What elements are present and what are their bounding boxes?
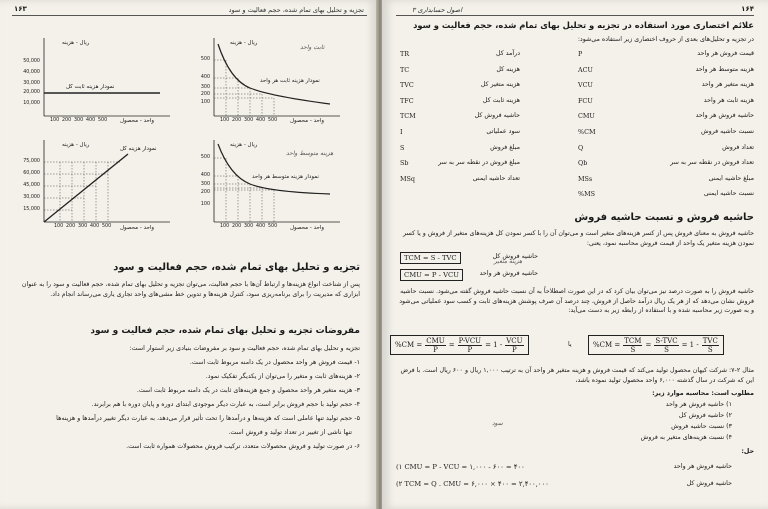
abbr-desc: تعداد فروش در نقطه سر به سر [670,159,754,167]
chart1-curve-label: نمودار هزینه ثابت کل [66,84,115,90]
left-page [0,0,378,509]
abbr-symbol: %MS [578,190,595,199]
abbr-desc: تعداد حاشیه ایمنی [472,174,520,182]
fraction [623,337,642,354]
chart2-curve-label: نمودار هزینه ثابت هر واحد [260,78,320,84]
chart4-handwriting: هزینه متوسط واحد [286,150,334,157]
section-title-abbreviations: علائم اختصاری مورد استفاده در تجزیه و تحلیل بهای تمام شده، حجم فعالیت و سود [413,20,754,30]
numerator: CMU [426,336,445,345]
chart3-xtick: 300 [78,224,88,229]
calc-label-1: حاشیه فروش هر واحد [673,463,732,470]
abbr-desc: مبلغ حاشیه ایمنی [708,174,754,182]
abbr-desc: حاشیه فروش هر واحد [695,112,754,120]
abbr-desc: هزینه کل [496,65,520,73]
total-cost-line [44,154,128,222]
denominator: P [512,345,517,354]
chart1-xtick: 100 [50,118,60,123]
abbr-symbol: TVC [400,81,414,90]
abbr-desc: نسبت حاشیه ایمنی [703,190,754,198]
assumption-item: ۲- هزینه‌های ثابت و متغیر را می‌توان از یکدیگر تفکیک نمود. [205,373,360,380]
fraction [458,337,483,354]
chart4-curve-label: نمودار هزینه متوسط هر واحد [252,174,319,180]
chart2-xtick: 500 [268,118,278,123]
chart4-y-label: ریال - هزینه [230,142,258,148]
example-task: ۳) نسبت حاشیه فروش [671,423,732,430]
chart3-ytick: 45,000 [23,183,40,188]
section-title-cvp: تجزیه و تحلیل بهای تمام شده، حجم فعالیت و سود [113,262,360,273]
formula-term: = [645,341,652,349]
fraction [702,337,719,354]
abbr-symbol: %CM [578,128,596,136]
chart2-ytick: 200 [200,92,210,97]
chart1-ytick: 40,000 [23,70,40,75]
chart1-ytick: 10,000 [23,101,40,106]
abbr-desc: هزینه متغیر هر واحد [701,81,754,89]
abbr-symbol: S [400,143,405,152]
contribution-margin-para1: حاشیه فروش به معنای فروش پس از کسر هزینه‌های متغیر است و می‌توان آن را با کسر نمودن کل هزینه‌های متغیر از فروش و یا کسر نمودن هزینه متغیر یک واحد از قیمت فروش محاسبه نمود، یعنی: [403,230,754,247]
abbr-desc: حاشیه فروش کل [474,112,520,120]
or-word: یا [568,341,572,348]
chart3-ytick: 75,000 [23,159,40,164]
numerator: P-VCU [458,336,482,345]
abbr-desc: مبلغ فروش [490,143,520,151]
chart4-ytick: 100 [200,202,210,207]
chart4-xtick: 400 [256,224,266,229]
chart2-x-label: واحد - محصول [290,118,325,124]
chart2-handwriting: ثابت واحد [300,44,325,51]
formula-term: = 1 - [681,341,699,349]
chart3-y-label: ریال - هزینه [62,142,90,148]
formula-cm-ratio-total [588,335,724,355]
chart1-xtick: 300 [74,118,84,123]
chart4-x-label: واحد - محصول [290,225,325,231]
chart2-ytick: 500 [200,57,210,62]
abbr-symbol: ACU [578,65,593,74]
abbr-symbol: VCU [578,81,593,90]
formula-cmu: CMU = P - VCU [400,269,463,281]
abbr-symbol: Q [578,143,584,152]
header-rule [396,15,754,16]
contribution-margin-para2: حاشیه فروش را به صورت درصد نیز می‌توان بیان کرد که در این صورت اصطلاحاً به آن نسبت حاشیه فروش گفته می‌شود. نسبت حاشیه فروش نشان می‌دهد که از هر یک ریال درآمد حاصل از فروش، چند درصد آن صرف پوشش هزینه‌های ثابت و کسب سود عملیاتی می‌شود و به صورت زیر محاسبه شده و با استفاده از رابطه زیر به دست می‌آید: [399,288,754,315]
label-unit-cm: حاشیه فروش هر واحد [479,270,538,277]
chart1-xtick: 400 [86,118,96,123]
numerator: TCM [624,336,642,345]
formula-term: = [448,341,455,349]
calc-line-1: (۱ CMU = P - VCU = ۱,۰۰۰ - ۶۰۰ = ۴۰۰ [396,463,525,471]
chart4-ytick: 500 [200,155,210,160]
assumptions-intro: تجزیه و تحلیل بهای تمام شده، حجم فعالیت و سود بر مفروضات بنیادی زیر استوار است: [129,345,360,352]
numerator: VCU [506,336,523,345]
example-required: مطلوب است: محاسبه موارد زیر: [652,390,754,397]
chart3-xtick: 200 [66,224,76,229]
abbr-desc: هزینه ثابت کل [482,96,520,104]
abbr-desc: قیمت فروش هر واحد [697,50,754,57]
assumption-item-continued: تنها ناشی از تغییر در تعداد تولید و فروش است. [228,429,352,436]
abbr-symbol: P [578,50,583,58]
abbr-symbol: Sb [400,159,409,168]
denominator: P [467,345,473,354]
numerator: S-TVC [655,336,678,345]
abbr-symbol: MSs [578,174,593,183]
formula-cm-ratio-unit [390,335,529,355]
denominator: S [630,345,636,354]
chart4-xtick: 100 [220,224,230,229]
denominator: S [664,345,669,354]
chart3-ytick: 60,000 [23,171,40,176]
abbr-symbol: Qb [578,159,588,168]
chart3-x-label: واحد - محصول [120,225,155,231]
chart-variable-cost [10,132,180,232]
chart2-ytick: 400 [200,75,210,80]
abbr-desc: درآمد کل [495,50,520,57]
chart1-y-label: ریال - هزینه [62,40,90,46]
abbr-desc: مبلغ فروش در نقطه سر به سر [438,159,520,167]
abbr-desc: هزینه متغیر کل [480,81,520,89]
chart3-xtick: 100 [54,224,64,229]
section-title-contribution-margin: حاشیه فروش و نسبت حاشیه فروش [574,212,754,223]
assumption-item: ۳- هزینه متغیر هر واحد محصول و جمع هزینه‌های ثابت در یک دامنه مربوط ثابت است. [136,387,360,394]
formula-term: = 1 - [485,341,503,349]
chart1-ytick: 30,000 [23,81,40,86]
right-page-number: ۱۶۴ [741,5,754,13]
chart3-xtick: 500 [102,224,112,229]
handwriting-note: هزینه متغیر [494,258,523,265]
chart1-xtick: 500 [98,118,108,123]
chart2-y-label: ریال - هزینه [230,40,258,46]
abbr-symbol: I [400,128,403,136]
abbr-desc: سود عملیاتی [486,128,520,135]
right-page [382,0,768,509]
chart2-xtick: 100 [220,118,230,123]
calc-line-2: (۲ TCM = Q . CMU = ۶,۰۰۰ × ۴۰۰ = ۲,۴۰۰,۰۰۰ [396,480,549,488]
handwriting-note: سود [492,420,503,427]
fraction [654,337,678,354]
abbr-symbol: TR [400,50,410,58]
abbr-symbol: TFC [400,96,414,105]
denominator: S [707,345,713,354]
chart4-ytick: 200 [200,190,210,195]
left-page-number: ۱۶۳ [14,5,27,13]
chart2-xtick: 300 [244,118,254,123]
formula-term: %CM = [593,341,621,349]
example-task: ۴) نسبت هزینه‌های متغیر به فروش [640,434,732,441]
chart-unit-fixed-cost [190,30,360,130]
example-text: مثال ۲-۷: شرکت کیهان محصول تولید می‌کند که قیمت فروش و هزینه متغیر هر واحد آن به ترتیب ۱,۰۰۰ ریال و ۶۰۰ ریال است. با فرض این که شرکت در سال گذشته ۶,۰۰۰ واحد محصول تولید نموده باشد، [400,367,754,384]
chart3-xtick: 400 [90,224,100,229]
formula-term: %CM = [395,341,423,349]
right-page-header: اصول حسابداری ۳ [412,6,463,14]
assumption-item: ۱- قیمت فروش هر واحد محصول در یک دامنه مربوط ثابت است. [189,359,360,366]
assumption-item: ۵- حجم تولید تنها عاملی است که هزینه‌ها و درآمدها را تحت تأثیر قرار می‌دهد، به عبارت دیگر تغییر درآمدها و هزینه‌ها [56,415,360,422]
chart1-ytick: 20,000 [23,90,40,95]
chart4-ytick: 400 [200,173,210,178]
chart2-ytick: 300 [200,85,210,90]
chart2-xtick: 400 [256,118,266,123]
chart1-ytick: 50,000 [23,59,40,64]
abbr-desc: نسبت حاشیه فروش [700,128,754,135]
calc-label-2: حاشیه فروش کل [686,480,732,487]
fraction [425,337,445,354]
abbr-symbol: CMU [578,112,595,121]
unit-fixed-curve [218,44,330,104]
abbr-symbol: FCU [578,96,593,105]
chart-avg-cost-svg [190,132,360,232]
chart-fixed-cost-svg [10,30,180,130]
chart-avg-cost [190,132,360,232]
chart3-ytick: 30,000 [23,195,40,200]
chart3-ytick: 15,000 [23,207,40,212]
assumption-item: ۶- در صورت تولید و فروش محصولات متعدد، ترکیب فروش محصولات همواره ثابت است. [126,443,360,450]
abbr-symbol: TCM [400,112,416,121]
chart-fixed-cost [10,30,180,130]
assumption-item: ۴- حجم تولید با حجم فروش برابر است، به عبارت دیگر موجودی ابتدای دوره و پایان دوره با هم برابرند. [91,401,360,408]
chart2-ytick: 100 [200,100,210,105]
solution-label: حل: [741,448,754,455]
chart3-curve-label: نمودار هزینه کل [120,146,157,152]
chart4-xtick: 200 [232,224,242,229]
abbr-desc: تعداد فروش [722,143,754,151]
example-task: ۱) حاشیه فروش هر واحد [665,401,732,408]
chart4-xtick: 500 [268,224,278,229]
chart1-xtick: 200 [62,118,72,123]
header-rule [12,15,367,16]
abbr-desc: هزینه ثابت هر واحد [703,96,754,104]
abbreviations-intro: در تجزیه و تحلیل‌های بعدی از حروف اختصاری زیر استفاده می‌شود: [577,36,754,43]
abbr-symbol: MSq [400,174,416,183]
formula-tcm: TCM = S - TVC [400,252,461,264]
left-page-header: تجزیه و تحلیل بهای تمام شده، حجم فعالیت و سود [228,6,364,14]
numerator: TVC [702,336,718,345]
section-title-assumptions: مفروضات تجزیه و تحلیل بهای تمام شده، حجم فعالیت و سود [90,326,360,336]
example-task: ۲) حاشیه فروش کل [678,412,732,419]
chart1-x-label: واحد - محصول [120,118,155,124]
denominator: P [433,345,438,354]
chart4-ytick: 300 [200,182,210,187]
label-total-cm: حاشیه فروش کل [492,253,538,260]
section-paragraph-cvp: پس از شناخت انواع هزینه‌ها و ارتباط آن‌ها با حجم فعالیت، می‌توان تجزیه و تحلیل بهای تمام شده، حجم فعالیت و سود را به عنوان ابزاری که مدیریت را برای برنامه‌ریزی سود، کنترل هزینه‌ها و تدوین خط مشی‌های واحد تجاری یاری می‌رساند انجام داد. [21,281,360,299]
fraction [505,337,523,354]
abbr-symbol: TC [400,65,410,74]
abbr-desc: هزینه متوسط هر واحد [695,65,754,73]
chart2-xtick: 200 [232,118,242,123]
chart4-xtick: 300 [244,224,254,229]
